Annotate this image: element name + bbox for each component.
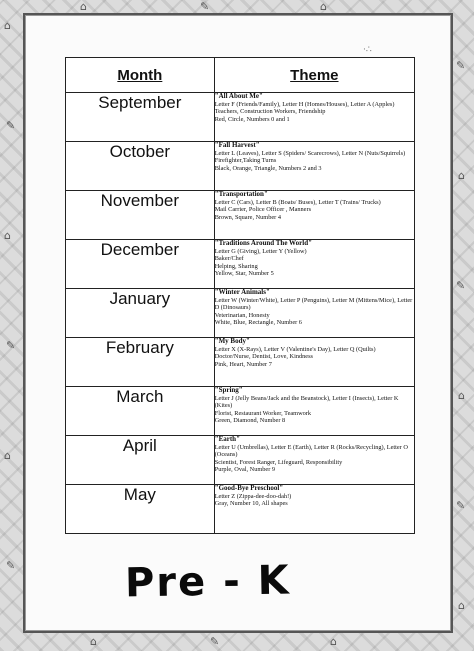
table-row <box>66 240 415 289</box>
theme-line: Letter Z (Zippa-dee-doo-dah!) <box>214 492 292 500</box>
theme-calendar-table <box>65 57 415 534</box>
theme-line: Mail Carrier, Police Officer , Manners <box>214 206 312 214</box>
table-row <box>66 387 415 436</box>
month-column-header: Month <box>66 58 215 93</box>
theme-line: Teachers, Construction Workers, Friendship <box>214 108 326 116</box>
theme-cell <box>214 142 414 191</box>
theme-title: "Good-Bye Preschool" <box>214 484 284 492</box>
month-cell: March <box>66 387 215 436</box>
theme-line: Letter F (Friends/Family), Letter H (Homes/Houses), Letter A (Apples) <box>214 100 395 108</box>
pencil-icon: ✎ <box>6 339 16 352</box>
month-cell: May <box>66 485 215 534</box>
handwritten-grade-label: Pre - K <box>124 557 292 607</box>
theme-title: "Transportation" <box>214 190 268 198</box>
theme-line: Brown, Square, Number 4 <box>214 213 281 221</box>
theme-line: Scientist, Forest Ranger, Lifeguard, Responsibility <box>214 458 343 466</box>
theme-cell <box>214 191 414 240</box>
table-row <box>66 191 415 240</box>
theme-line: Purple, Oval, Number 9 <box>214 466 276 474</box>
schoolhouse-icon: ⌂ <box>4 449 11 462</box>
pencil-icon: ✎ <box>456 59 466 72</box>
theme-cell <box>214 387 414 436</box>
month-cell: December <box>66 240 215 289</box>
schoolhouse-icon: ⌂ <box>458 169 465 182</box>
paper-sheet <box>23 13 453 633</box>
month-cell: April <box>66 436 215 485</box>
pencil-icon: ✎ <box>210 635 220 648</box>
theme-title: "Spring" <box>214 386 243 394</box>
pencil-icon: ✎ <box>456 499 466 512</box>
schoolhouse-icon: ⌂ <box>4 229 11 242</box>
theme-title: "Winter Animals" <box>214 288 270 296</box>
month-cell: October <box>66 142 215 191</box>
theme-cell <box>214 485 414 534</box>
month-cell: September <box>66 93 215 142</box>
theme-line: Black, Orange, Triangle, Numbers 2 and 3 <box>214 164 322 172</box>
theme-title: "All About Me" <box>214 92 263 100</box>
theme-title: "Earth" <box>214 435 240 443</box>
theme-cell <box>214 338 414 387</box>
theme-cell <box>214 93 414 142</box>
table-row <box>66 436 415 485</box>
schoolhouse-icon: ⌂ <box>90 635 97 648</box>
table-header-row <box>66 58 415 93</box>
scan-speck-marks: ·∴ <box>363 45 372 55</box>
theme-column-header: Theme <box>214 58 414 93</box>
schoolhouse-icon: ⌂ <box>4 19 11 32</box>
theme-title: "My Body" <box>214 337 250 345</box>
theme-line: Pink, Heart, Number 7 <box>214 360 272 368</box>
table-row <box>66 289 415 338</box>
theme-line: Gray, Number 10, All shapes <box>214 500 288 508</box>
theme-line: Florist, Restaurant Worker, Teamwork <box>214 409 312 417</box>
schoolhouse-icon: ⌂ <box>458 599 465 612</box>
theme-cell <box>214 289 414 338</box>
schoolhouse-icon: ⌂ <box>320 0 327 13</box>
theme-line: Letter X (X-Rays), Letter V (Valentine's Day), Letter Q (Quilts) <box>214 345 376 353</box>
theme-line: Green, Diamond, Number 8 <box>214 417 286 425</box>
month-cell: January <box>66 289 215 338</box>
theme-line: Doctor/Nurse, Dentist, Love, Kindness <box>214 353 313 361</box>
theme-line: Firefighter,Taking Turns <box>214 157 277 165</box>
theme-line: Baker/Chef <box>214 255 244 263</box>
theme-line: Letter L (Leaves), Letter S (Spiders/ Scarecrows), Letter N (Nuts/Squirrels) <box>214 149 406 157</box>
theme-line: Letter J (Jelly Beans/Jack and the Beanstock), Letter I (Insects), Letter K (Kites) <box>214 394 399 410</box>
schoolhouse-icon: ⌂ <box>458 389 465 402</box>
table-row <box>66 485 415 534</box>
pencil-icon: ✎ <box>456 279 466 292</box>
theme-line: Letter U (Umbrellas), Letter E (Earth), Letter R (Rocks/Recycling), Letter O (Oceans) <box>214 443 408 459</box>
theme-line: Letter C (Cars), Letter B (Boats/ Buses), Letter T (Trains/ Trucks) <box>214 198 381 206</box>
theme-cell <box>214 240 414 289</box>
theme-line: White, Blue, Rectangle, Number 6 <box>214 319 302 327</box>
theme-line: Helping, Sharing <box>214 262 258 270</box>
schoolhouse-icon: ⌂ <box>330 635 337 648</box>
theme-title: "Traditions Around The World" <box>214 239 313 247</box>
pencil-icon: ✎ <box>6 119 16 132</box>
theme-title: "Fall Harvest" <box>214 141 260 149</box>
pencil-icon: ✎ <box>200 0 210 13</box>
theme-line: Veterinarian, Honesty <box>214 311 270 319</box>
theme-cell <box>214 436 414 485</box>
month-cell: February <box>66 338 215 387</box>
table-row <box>66 142 415 191</box>
theme-line: Yellow, Star, Number 5 <box>214 270 274 278</box>
pencil-icon: ✎ <box>6 559 16 572</box>
table-row <box>66 93 415 142</box>
theme-line: Letter G (Giving), Letter Y (Yellow) <box>214 247 307 255</box>
theme-line: Letter W (Winter/White), Letter P (Penguins), Letter M (Mittens/Mice), Letter D (Dinosaurs) <box>214 296 413 312</box>
theme-line: Red, Circle, Numbers 0 and 1 <box>214 115 290 123</box>
month-cell: November <box>66 191 215 240</box>
schoolhouse-icon: ⌂ <box>80 0 87 13</box>
table-row <box>66 338 415 387</box>
